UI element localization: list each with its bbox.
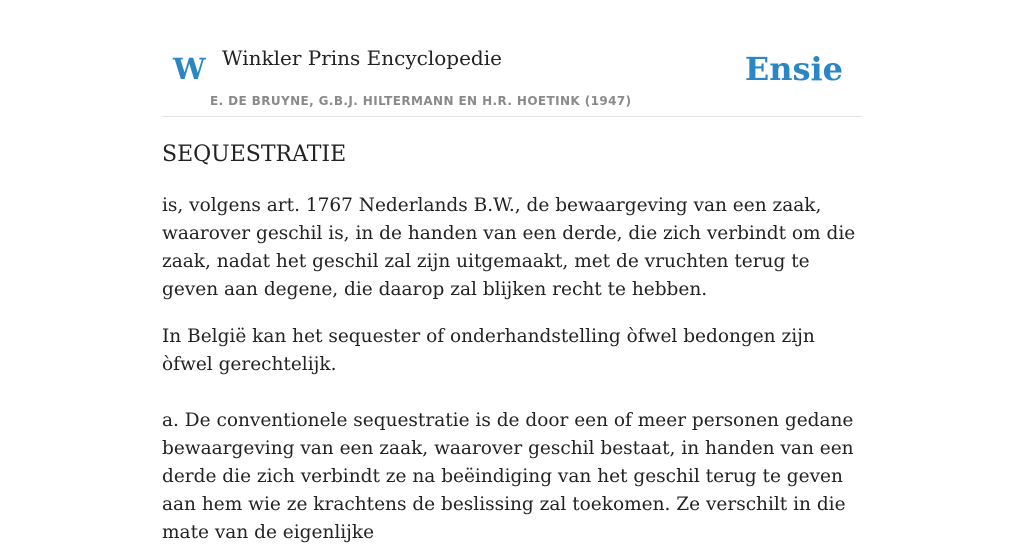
ensie-logo[interactable]: Ensie [744, 50, 843, 88]
article-paragraph: is, volgens art. 1767 Nederlands B.W., de bewaargeving van een zaak, waarover geschil is, in de handen van een derde, die zich verbindt om die zaak, nadat het geschil zal zijn uitgemaakt, met de vruchten terug te geven aan degene, die daarop zal blijken recht te hebben. [162, 195, 856, 300]
article-title: SEQUESTRATIE [162, 142, 347, 167]
encyclopedia-logo-icon[interactable]: W [173, 52, 206, 86]
encyclopedia-title[interactable]: Winkler Prins Encyclopedie [222, 46, 502, 70]
article-paragraph: a. De conventionele sequestratie is de door een of meer personen gedane bewaargeving van een zaak, waarover geschil bestaat, in handen van een derde die zich verbindt ze na beëindiging van het geschil terug te geven aan hem wie ze krachtens de beslissing zal toekomen. Ze verschilt in die mate van de eigenlijke [162, 410, 854, 543]
header [162, 0, 862, 117]
authors-line: E. DE BRUYNE, G.B.J. HILTERMANN EN H.R. HOETINK (1947) [210, 94, 632, 108]
article-paragraph: In België kan het sequester of onderhandstelling òfwel bedongen zijn òfwel gerechtelijk. [162, 326, 815, 375]
page [162, 0, 862, 543]
